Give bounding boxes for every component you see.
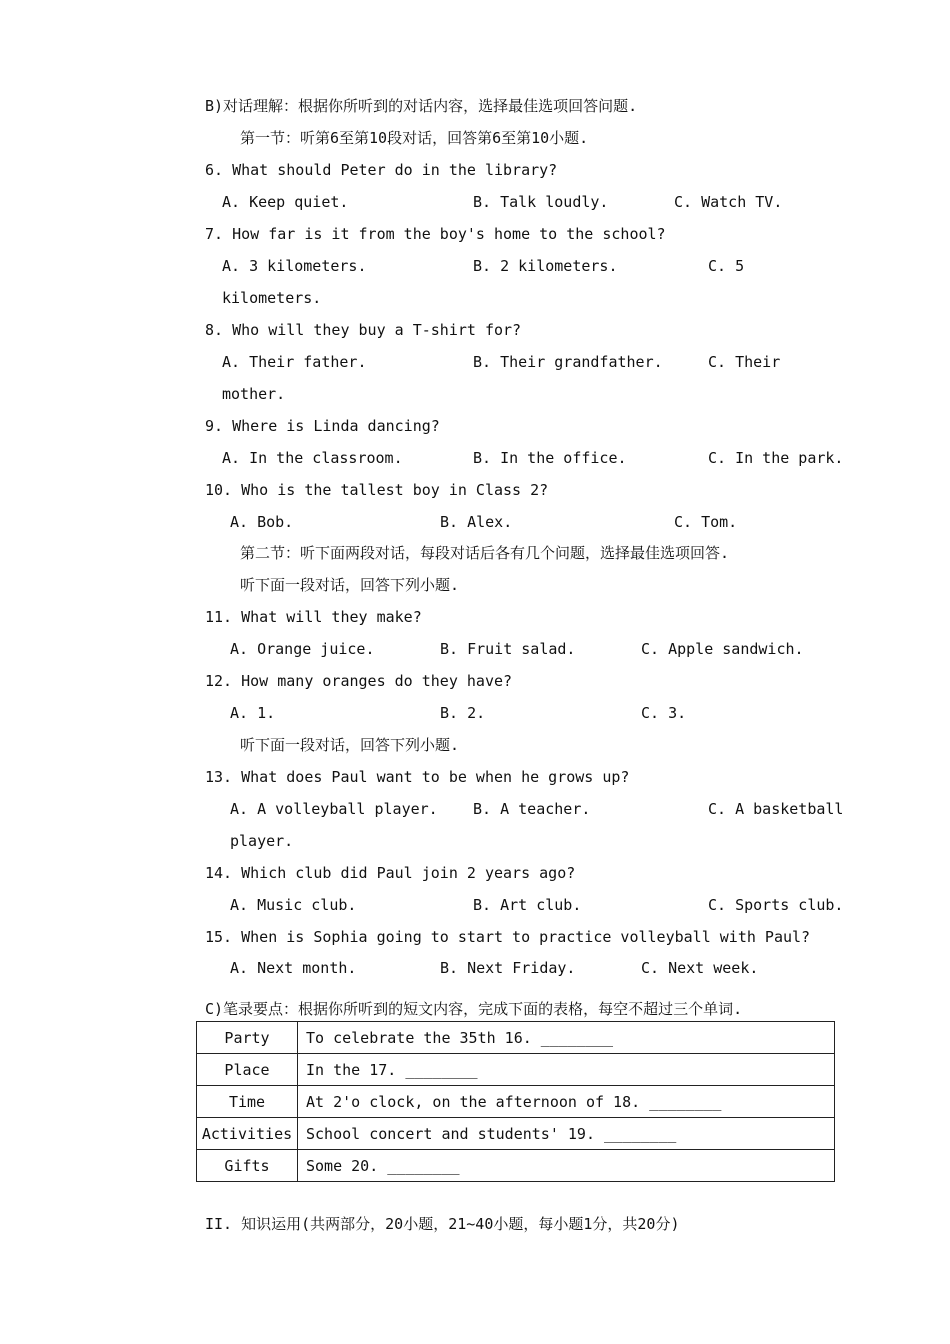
- q15-option-b: B. Next Friday.: [440, 959, 576, 977]
- q12-option-a: A. 1.: [230, 704, 276, 722]
- part2-instruction: 第二节：听下面两段对话，每段对话后各有几个问题，选择最佳选项回答.: [240, 544, 730, 562]
- q9-option-b: B. In the office.: [473, 449, 627, 467]
- q10-option-b: B. Alex.: [440, 513, 513, 531]
- dialog1-instruction: 听下面一段对话，回答下列小题.: [240, 576, 460, 594]
- q14-option-b: B. Art club.: [473, 896, 582, 914]
- q15-option-c: C. Next week.: [641, 959, 759, 977]
- table-row: [197, 1054, 835, 1086]
- q13-option-c: C. A basketball: [708, 800, 844, 818]
- q8-option-c-continued: mother.: [222, 385, 286, 403]
- q9-option-c: C. In the park.: [708, 449, 844, 467]
- row-content: At 2'o clock, on the afternoon of 18. ________: [298, 1086, 835, 1118]
- q8-option-b: B. Their grandfather.: [473, 353, 663, 371]
- row-content: In the 17. ________: [298, 1054, 835, 1086]
- q7-option-a: A. 3 kilometers.: [222, 257, 367, 275]
- q7-option-c: C. 5: [708, 257, 745, 275]
- row-content: To celebrate the 35th 16. ________: [298, 1022, 835, 1054]
- row-content: Some 20. ________: [298, 1150, 835, 1182]
- table-row: [197, 1022, 835, 1054]
- section-ii-heading: II. 知识运用(共两部分，20小题，21~40小题，每小题1分，共20分): [205, 1215, 680, 1233]
- dialog2-instruction: 听下面一段对话，回答下列小题.: [240, 736, 460, 754]
- question-12: 12. How many oranges do they have?: [205, 672, 513, 690]
- row-label: Place: [197, 1054, 298, 1086]
- q15-option-a: A. Next month.: [230, 959, 357, 977]
- q7-option-b: B. 2 kilometers.: [473, 257, 618, 275]
- q11-option-c: C. Apple sandwich.: [641, 640, 804, 658]
- row-label: Activities: [197, 1118, 298, 1150]
- q8-option-a: A. Their father.: [222, 353, 367, 371]
- q6-option-b: B. Talk loudly.: [473, 193, 609, 211]
- question-9: 9. Where is Linda dancing?: [205, 417, 440, 435]
- row-label: Gifts: [197, 1150, 298, 1182]
- section-c-heading: C)笔录要点：根据你所听到的短文内容，完成下面的表格，每空不超过三个单词.: [205, 1000, 743, 1018]
- question-7: 7. How far is it from the boy's home to the school?: [205, 225, 666, 243]
- question-10: 10. Who is the tallest boy in Class 2?: [205, 481, 549, 499]
- q9-option-a: A. In the classroom.: [222, 449, 403, 467]
- row-content: School concert and students' 19. ________: [298, 1118, 835, 1150]
- q6-option-a: A. Keep quiet.: [222, 193, 349, 211]
- question-13: 13. What does Paul want to be when he grows up?: [205, 768, 630, 786]
- q7-option-c-continued: kilometers.: [222, 289, 322, 307]
- question-11: 11. What will they make?: [205, 608, 422, 626]
- q8-option-c: C. Their: [708, 353, 781, 371]
- q11-option-a: A. Orange juice.: [230, 640, 375, 658]
- table-row: [197, 1150, 835, 1182]
- question-15: 15. When is Sophia going to start to practice volleyball with Paul?: [205, 928, 811, 946]
- question-8: 8. Who will they buy a T-shirt for?: [205, 321, 522, 339]
- q12-option-c: C. 3.: [641, 704, 687, 722]
- q13-option-a: A. A volleyball player.: [230, 800, 438, 818]
- question-6: 6. What should Peter do in the library?: [205, 161, 558, 179]
- q14-option-a: A. Music club.: [230, 896, 357, 914]
- q10-option-c: C. Tom.: [674, 513, 738, 531]
- row-label: Time: [197, 1086, 298, 1118]
- q6-option-c: C. Watch TV.: [674, 193, 783, 211]
- q12-option-b: B. 2.: [440, 704, 486, 722]
- section-b-heading: B)对话理解：根据你所听到的对话内容，选择最佳选项回答问题.: [205, 97, 638, 115]
- q11-option-b: B. Fruit salad.: [440, 640, 576, 658]
- row-label: Party: [197, 1022, 298, 1054]
- part1-instruction: 第一节：听第6至第10段对话，回答第6至第10小题.: [240, 129, 589, 147]
- notes-table: [196, 1021, 835, 1182]
- question-14: 14. Which club did Paul join 2 years ago?: [205, 864, 576, 882]
- q14-option-c: C. Sports club.: [708, 896, 844, 914]
- q13-option-b: B. A teacher.: [473, 800, 591, 818]
- q13-option-c-continued: player.: [230, 832, 294, 850]
- q10-option-a: A. Bob.: [230, 513, 294, 531]
- table-row: [197, 1086, 835, 1118]
- table-row: [197, 1118, 835, 1150]
